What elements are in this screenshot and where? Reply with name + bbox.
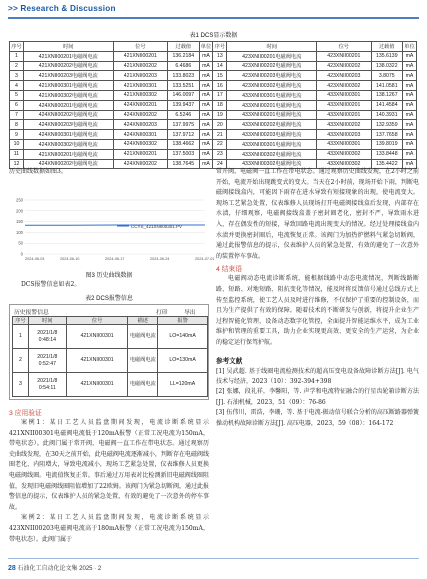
table1-cell: mA (402, 120, 416, 130)
table1-cell: mA (199, 61, 213, 71)
table1-cell: 136.2184 (168, 51, 199, 61)
table1-cell: mA (402, 81, 416, 91)
y-tick-label: 200 (16, 208, 23, 214)
table1-cell: 14 (213, 61, 227, 71)
table1-cell: 424XNII00202电磁阀电流 (23, 159, 113, 169)
table1-cell: 424XNII00203 (113, 120, 167, 130)
table1-cell: 433XNII00203 (317, 130, 371, 140)
y-tick-label: 250 (16, 197, 23, 203)
references-heading: 参考文献 (216, 357, 243, 365)
table1-cell: 433XNII00301 (317, 139, 371, 149)
table1-cell: 141.0581 (371, 81, 402, 91)
table1-header-cell: 序号 (213, 42, 227, 52)
export-button[interactable]: 导出 (184, 309, 196, 316)
table1-header-cell: 时间 (23, 42, 113, 52)
alarm-cell: 电磁阀电流 (128, 373, 158, 397)
table1-cell: mA (402, 90, 416, 100)
table1-cell: 137.7658 (371, 130, 402, 140)
y-tick-label: 150 (16, 219, 23, 225)
table1-cell: 421XNII00201 (113, 51, 167, 61)
table1-cell: 433XNII00202 (317, 120, 371, 130)
table1-cell: 421XNII00201 (113, 149, 167, 159)
table1-row (10, 110, 417, 120)
table1-cell: 424XNII00202电磁阀电流 (23, 110, 113, 120)
table1-cell: mA (402, 149, 416, 159)
table1-cell: 7 (10, 110, 24, 120)
alarm-cell: LL=120mA (158, 373, 208, 397)
table1-cell: mA (402, 139, 416, 149)
journal-issue: 2025 · 2 (79, 566, 102, 572)
alarm-history-window (9, 304, 209, 400)
table1-cell: 421XNII00201电磁阀电流 (23, 51, 113, 61)
table1-cell: mA (199, 71, 213, 81)
table1-cell: 421XNII00202 (113, 61, 167, 71)
alarm-cell: 2021/1/8 0:54:11 (28, 373, 66, 397)
fig3-caption: 图3 历史曲线数据 (85, 273, 133, 279)
table1-cell: 4 (10, 81, 24, 91)
table1-row (10, 51, 417, 61)
case2-paragraph: 案例2：某日工艺人员监盘期间发现，电流诊断系统显示423XNII00203电磁阀电流高于180mA报警（正常工况电流为150mA，带电状态）。此阀门属于 (9, 514, 209, 543)
table1-cell: 423XNII00202 (317, 61, 371, 71)
table1-cell: 5 (10, 90, 24, 100)
section4-heading: 4 结束语 (216, 266, 243, 274)
page-number: 28 (8, 565, 16, 572)
alarm-header-cell: 序号 (13, 317, 29, 325)
table1-cell: mA (199, 100, 213, 110)
table1-cell: 23 (213, 149, 227, 159)
table1-cell: 421XNII00301电磁阀电流 (23, 81, 113, 91)
table1-cell: 137.9975 (168, 120, 199, 130)
table1-cell: 12 (10, 159, 24, 169)
print-button[interactable]: 打印 (156, 309, 168, 316)
alarm-cell: LO=130mA (158, 349, 208, 373)
window-title: 历史报警信息 (14, 309, 49, 316)
table1-cell: 133.8023 (168, 71, 199, 81)
table1-cell: 424XNII00203电磁阀电流 (23, 120, 113, 130)
table1-cell: mA (402, 71, 416, 81)
table1-header-cell: 过载值 (168, 42, 199, 52)
table1-cell: 146.0097 (168, 90, 199, 100)
table1-cell: mA (199, 90, 213, 100)
table1-cell: 133.8448 (371, 149, 402, 159)
table1-row (10, 61, 417, 71)
table1-cell: mA (199, 159, 213, 169)
table1-cell: mA (402, 61, 416, 71)
table1-cell: 421XNII00302电磁阀电流 (23, 90, 113, 100)
alarm-table (12, 316, 208, 397)
table1-cell: 2 (10, 61, 24, 71)
page-footer (8, 563, 101, 572)
table2-caption: 表2 DCS报警信息 (85, 296, 133, 302)
table1-cell: mA (402, 100, 416, 110)
x-tick-label: 2024-06-03 (25, 257, 45, 261)
table1-cell: 135.6139 (371, 51, 402, 61)
table1-cell: 21 (213, 130, 227, 140)
alarm-cell: 2021/1/8 0:48:14 (28, 325, 66, 349)
table1-cell: 138.1267 (371, 90, 402, 100)
y-tick-label: 0 (20, 251, 23, 257)
table1-cell: 20 (213, 120, 227, 130)
table1-cell: mA (199, 110, 213, 120)
section3-heading: 3 应用验证 (9, 410, 42, 417)
table1-cell: 433XNII00203电磁阀电流 (227, 130, 317, 140)
table1-cell: 424XNII00202 (113, 110, 167, 120)
conclusion-paragraph: 电磁阀动态电流诊断系统，能根据线路中动态电流情况，判断线路断路、短路、对地短路、阻抗变化等情况，能及时将反馈信号通过总线方式上传至监控系统，使工艺人员及时进行维修，不仅保护了重要的控制设备，而且为生产提供了有效的保障。随着技术的不断研发与创新，将提升企业生产过程智能化管理，设备动态数字化管控，全面提升智能运维水平，成为工业维护和管理的重要工具，助力企业实现更高效、更安全的生产运营，为企业的稳定运行保驾护航。 (216, 275, 419, 346)
table1-cell: mA (199, 130, 213, 140)
table1-cell: 433XNII00301电磁阀电流 (227, 139, 317, 149)
table1-cell: 11 (10, 149, 24, 159)
table1-row (10, 139, 417, 149)
table1-cell: 137.5003 (168, 149, 199, 159)
table1-cell: 132.9359 (371, 120, 402, 130)
table1-cell: 3.8075 (371, 71, 402, 81)
section-header: >> Research & Discussion (8, 4, 116, 13)
table1-cell: 6.4686 (168, 61, 199, 71)
table1-cell: 433XNII00302 (317, 159, 371, 169)
table1-cell: 8 (10, 120, 24, 130)
table1-row (10, 71, 417, 81)
table1-cell: mA (402, 130, 416, 140)
table1-cell: 141.4584 (371, 100, 402, 110)
table1-row (10, 149, 417, 159)
table1-header-cell: 序号 (10, 42, 24, 52)
table1-cell: 421XNII00202电磁阀电流 (23, 61, 113, 71)
y-tick-label: 100 (16, 229, 23, 235)
journal-name: 石油化工自动化论文集 (17, 566, 78, 572)
table1-row (10, 81, 417, 91)
table1-cell: 421XNII00203电磁阀电流 (23, 71, 113, 81)
alarm-cell: 1 (13, 325, 29, 349)
table2-intro: DCS报警信息如表2。 (21, 281, 81, 288)
table1-cell: 423XNII00203电磁阀电流 (227, 71, 317, 81)
table1-cell: 139.8019 (371, 139, 402, 149)
table1-cell: 423XNII00202电磁阀电流 (227, 61, 317, 71)
table1-cell: 421XNII00201电磁阀电流 (23, 149, 113, 159)
table1-cell: 433XNII00302 (317, 149, 371, 159)
alarm-header-cell: 描述 (128, 317, 158, 325)
alarm-row[interactable] (13, 373, 208, 397)
table1-cell: 13 (213, 51, 227, 61)
table1-header-cell: 单位 (199, 42, 213, 52)
table1-cell: 18 (213, 100, 227, 110)
window-toolbar (10, 305, 208, 315)
table1-cell: 421XNII00203 (113, 71, 167, 81)
footer-rule (8, 558, 419, 559)
case2-continued: 常开阀，电磁阀一直工作在带电状态。通过观察历史曲线发现，在2小时之前开始，电流开始出现跳变式的变大。当天在2小时前，现场开始下雨，判断电磁阀接线盒内，可能因下雨存在进水导致有短接现象的出现，使电流变大。现场工艺紧急处置，仪表维修人员现场打开电磁阀接线盒后发现，内部存在水渍，仔细观察，电磁阀接线盒盖子密封圈老化，密封不严，导致雨水进入，存在偶发性的短接，导致回路电流出现变大的情况。经过处理接线盒内水渍并更换密封圈后，电流恢复正常。该阀门为加热炉燃料气紧急切断阀，通过此报警信息的提示，仪表维护人员的紧急处置，有效的避免了一次意外的装置停车事故。 (216, 168, 419, 260)
legend-label: CCYS_421XNII00301.PV (131, 224, 183, 229)
table1-row (10, 100, 417, 110)
table1-cell: mA (199, 51, 213, 61)
table1-header-cell: 位号 (113, 42, 167, 52)
reference-1: [1] 吴武超. 基于线圈电流检测技术的超高压变电设备故障诊断方法[J]. 电气技术与经济，2023（10）：392-394+398 (216, 367, 419, 385)
table1-cell: 140.3931 (371, 110, 402, 120)
table1-cell: 423XNII00201 (317, 51, 371, 61)
table1-row (10, 120, 417, 130)
table1-cell: mA (199, 81, 213, 91)
table1-cell: mA (402, 51, 416, 61)
table1-cell: 423XNII00203 (317, 71, 371, 81)
alarm-row[interactable] (13, 325, 208, 349)
table1-cell: 3 (10, 71, 24, 81)
table1-cell: 133.5251 (168, 81, 199, 91)
reference-2: [2] 张娜，段礼祥，李馨阳，等. 声学和电流特征融合的行星齿轮箱诊断方法[J]. 石油机械，2023，51（09）：76-86 (216, 388, 419, 406)
table1-cell: 24 (213, 159, 227, 169)
alarm-header-cell: 时间 (28, 317, 66, 325)
table1-cell: 137.9712 (168, 130, 199, 140)
alarm-cell: 421XNII00301 (66, 349, 128, 373)
x-tick-label: 2024-06-24 (150, 257, 170, 261)
table1-cell: 433XNII00201 (317, 110, 371, 120)
table1-cell: 433XNII00302电磁阀电流 (227, 159, 317, 169)
reference-3: [3] 伍伟川，雷浩，李珊，等. 基于电流-振动信号联合分析的高压断路器弹簧操动机构故障诊断方法[J]. 高压电器，2023，59（08）：164-172 (216, 409, 419, 427)
table1-cell: mA (402, 110, 416, 120)
table1-cell: 1 (10, 51, 24, 61)
table1-cell: 424XNII00302 (113, 139, 167, 149)
table1-header-cell: 时间 (227, 42, 317, 52)
header-rule (8, 17, 419, 19)
x-tick-label: 2024-07-01 (195, 257, 215, 261)
table1-header-cell: 位号 (317, 42, 371, 52)
table1-cell: 433XNII00301电磁阀电流 (227, 90, 317, 100)
table1-row (10, 130, 417, 140)
table1-cell: 138.4662 (168, 139, 199, 149)
alarm-header-cell: 报警 (158, 317, 208, 325)
alarm-cell: 电磁阀电流 (128, 325, 158, 349)
table1-cell: 433XNII00301 (317, 90, 371, 100)
table1-cell: 423XNII00302电磁阀电流 (227, 81, 317, 91)
table1-header-cell: 单位 (402, 42, 416, 52)
table1-cell: 19 (213, 110, 227, 120)
alarm-cell: 2021/1/8 0:52:47 (28, 349, 66, 373)
x-tick-label: 2024-06-10 (60, 257, 80, 261)
fig3-intro: 历史曲线数据如图3。 (9, 168, 67, 175)
table1-cell: mA (199, 149, 213, 159)
table1-cell: 433XNII00201电磁阀电流 (227, 110, 317, 120)
table1-cell: 424XNII00201 (113, 100, 167, 110)
alarm-cell: 2 (13, 349, 29, 373)
table1-cell: 424XNII00301电磁阀电流 (23, 130, 113, 140)
table1-cell: 423XNII00201电磁阀电流 (227, 51, 317, 61)
table1-cell: 138.7645 (168, 159, 199, 169)
table1-cell: 424XNII00301 (113, 130, 167, 140)
table1-cell: 15 (213, 71, 227, 81)
alarm-cell: 421XNII00301 (66, 373, 128, 397)
table1-cell: 139.9437 (168, 100, 199, 110)
table1-cell: 433XNII00302电磁阀电流 (227, 149, 317, 159)
table1-cell: 6.5246 (168, 110, 199, 120)
table1-cell: 433XNII00201电磁阀电流 (227, 100, 317, 110)
x-tick-label: 2024-06-17 (105, 257, 125, 261)
table1-cell: 424XNII00202 (113, 159, 167, 169)
table1-cell: 9 (10, 130, 24, 140)
table1-cell: 17 (213, 90, 227, 100)
table1-cell: mA (199, 139, 213, 149)
table1-cell: 433XNII00201 (317, 100, 371, 110)
table1-cell: mA (199, 120, 213, 130)
table1-cell: 421XNII00301 (113, 81, 167, 91)
table1-cell: 16 (213, 81, 227, 91)
table1-cell: 421XNII00302 (113, 90, 167, 100)
table1-row (10, 90, 417, 100)
case1-paragraph: 案例1：某日工艺人员监盘期间发现，电流诊断系统显示421XNII00301电磁阀电流低于120mA报警（正常工况电流为150mA，带电状态）。此阀门属于常开阀，电磁阀一直工作在带电状态。通过观察历史曲线发现，在30天之前开始，此电磁阀电流逐渐减小，判断存在电磁阀线圈老化、内阻增大，导致电流减小，现场工艺紧急处置，仪表维修人员更换电磁阀线圈。电流值恢复正常。事后通过万用表对比检测新旧电磁阀线圈阻值，发现旧电磁阀线圈阻值增加了22欧姆。该阀门为紧急切断阀，通过此报警信息的提示，仪表维护人员的紧急处置，有效的避免了一次意外的停车事故。 (9, 419, 209, 511)
dcs-data-table (9, 41, 417, 169)
table1-caption: 表1 DCS显示数据 (189, 33, 238, 39)
table1-cell: 423XNII00302 (317, 81, 371, 91)
alarm-cell: 电磁阀电流 (128, 349, 158, 373)
table1-cell: 135.4422 (371, 159, 402, 169)
table1-header-cell: 过载值 (371, 42, 402, 52)
alarm-header-cell: 位号 (66, 317, 128, 325)
table1-cell: 138.0322 (371, 61, 402, 71)
table1-cell: 22 (213, 139, 227, 149)
table1-cell: 424XNII00302电磁阀电流 (23, 139, 113, 149)
table1-cell: mA (402, 159, 416, 169)
table1-cell: 424XNII00201电磁阀电流 (23, 100, 113, 110)
table1-cell: 6 (10, 100, 24, 110)
alarm-cell: LO=140mA (158, 325, 208, 349)
history-trend-chart (9, 194, 215, 268)
alarm-row[interactable] (13, 349, 208, 373)
table1-cell: 10 (10, 139, 24, 149)
alarm-cell: 3 (13, 373, 29, 397)
table1-cell: 433XNII00202电磁阀电流 (227, 120, 317, 130)
y-tick-label: 50 (18, 240, 23, 246)
alarm-cell: 421XNII00301 (66, 325, 128, 349)
